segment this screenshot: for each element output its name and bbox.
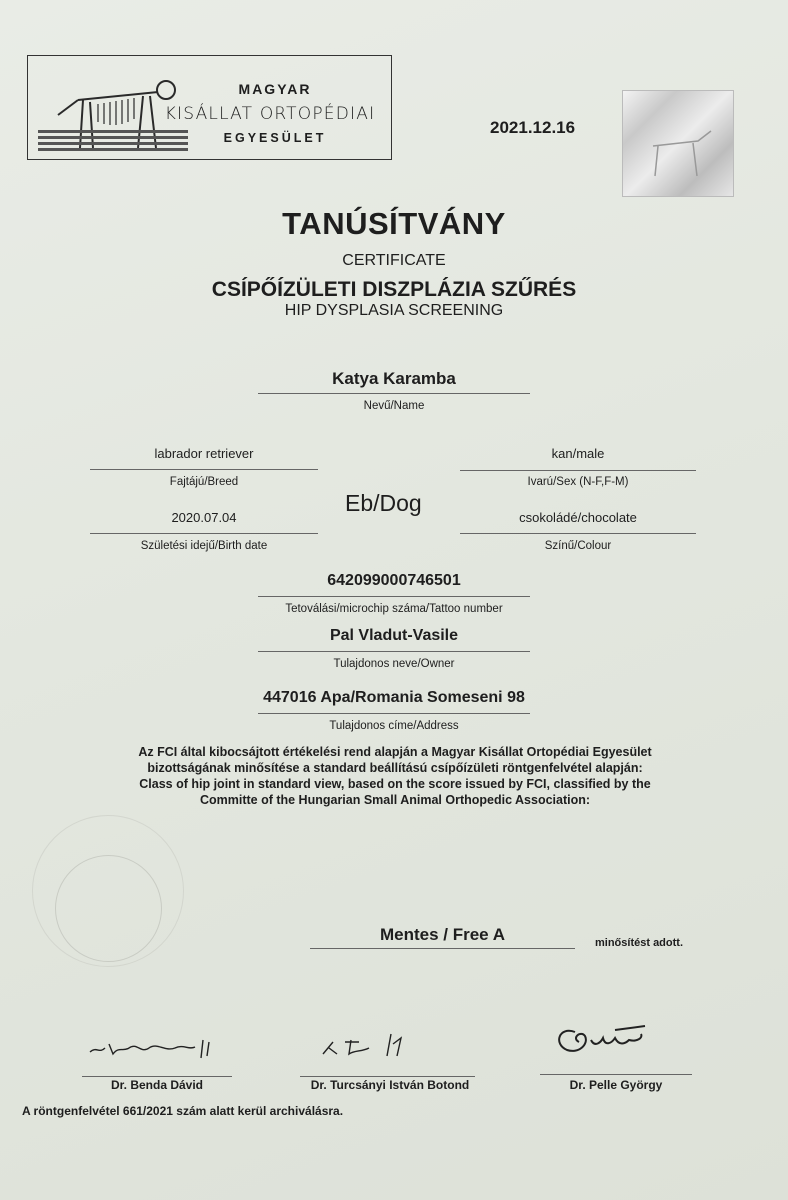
dog-name-value: Katya Karamba (332, 369, 456, 388)
divider (258, 393, 530, 394)
species-value: Eb/Dog (345, 490, 422, 516)
screening-title: CSÍPŐÍZÜLETI DISZPLÁZIA SZŰRÉS (211, 278, 577, 301)
address-value: 447016 Apa/Romania Someseni 98 (263, 689, 525, 706)
divider (540, 1074, 692, 1075)
divider (90, 469, 318, 470)
breed-value: labrador retriever (154, 446, 254, 461)
divider (258, 713, 530, 714)
classification-statement (80, 744, 710, 808)
logo-line-2: KISÁLLAT ORTOPÉDIAI (164, 104, 376, 124)
divider (258, 651, 530, 652)
sex-value: kan/male (551, 446, 605, 461)
page-subtitle: CERTIFICATE (342, 252, 446, 269)
chip-value: 642099000746501 (327, 572, 461, 589)
result-suffix: minősítést adott. (595, 937, 684, 949)
embossed-seal-inner (55, 855, 162, 962)
screening-subtitle: HIP DYSPLASIA SCREENING (284, 302, 504, 319)
logo-line-1: MAGYAR (238, 81, 312, 97)
certificate-date: 2021.12.16 (490, 118, 576, 137)
archive-note: A röntgenfelvétel 661/2021 szám alatt kerül archiválásra. (22, 1104, 344, 1118)
signature-pelle (545, 1020, 665, 1060)
hologram-dog-icon (623, 91, 733, 196)
colour-label: Színű/Colour (544, 540, 612, 552)
statement-line: Committe of the Hungarian Small Animal Orthopedic Association: (199, 793, 591, 807)
signer-name: Dr. Turcsányi István Botond (310, 1078, 470, 1092)
signer-name: Dr. Benda Dávid (110, 1078, 204, 1092)
sex-label: Ivarú/Sex (N-F,F-M) (527, 476, 629, 488)
statement-line: bizottságának minősítése a standard beállítású csípőízületi röntgenfelvétel alapján: (147, 761, 643, 775)
signer-name: Dr. Pelle György (569, 1078, 663, 1092)
address-label: Tulajdonos címe/Address (329, 720, 459, 732)
divider (90, 533, 318, 534)
divider (310, 948, 575, 949)
signature-benda (85, 1030, 225, 1065)
divider (82, 1076, 232, 1077)
page-title: TANÚSÍTVÁNY (282, 206, 506, 241)
owner-label: Tulajdonos neve/Owner (333, 658, 455, 670)
divider (300, 1076, 475, 1077)
statement-line: Az FCI által kibocsájtott értékelési rend alapján a Magyar Kisállat Ortopédiai Egyesület (138, 745, 652, 759)
birth-date-value: 2020.07.04 (171, 510, 237, 525)
dog-name-label: Nevű/Name (363, 400, 425, 412)
divider (460, 533, 696, 534)
owner-value: Pal Vladut-Vasile (329, 627, 459, 644)
logo-line-3: EGYESÜLET (223, 131, 327, 145)
divider (258, 596, 530, 597)
hologram-sticker (622, 90, 734, 197)
breed-label: Fajtájú/Breed (169, 476, 239, 488)
signature-turcsanyi (315, 1028, 425, 1063)
hip-grade-result: Mentes / Free A (379, 925, 506, 944)
divider (460, 470, 696, 471)
chip-label: Tetoválási/microchip száma/Tattoo number (285, 603, 503, 615)
colour-value: csokoládé/chocolate (519, 510, 637, 525)
statement-line: Class of hip joint in standard view, based on the score issued by FCI, classified by the (139, 777, 651, 791)
birth-date-label: Születési idejű/Birth date (140, 540, 268, 552)
